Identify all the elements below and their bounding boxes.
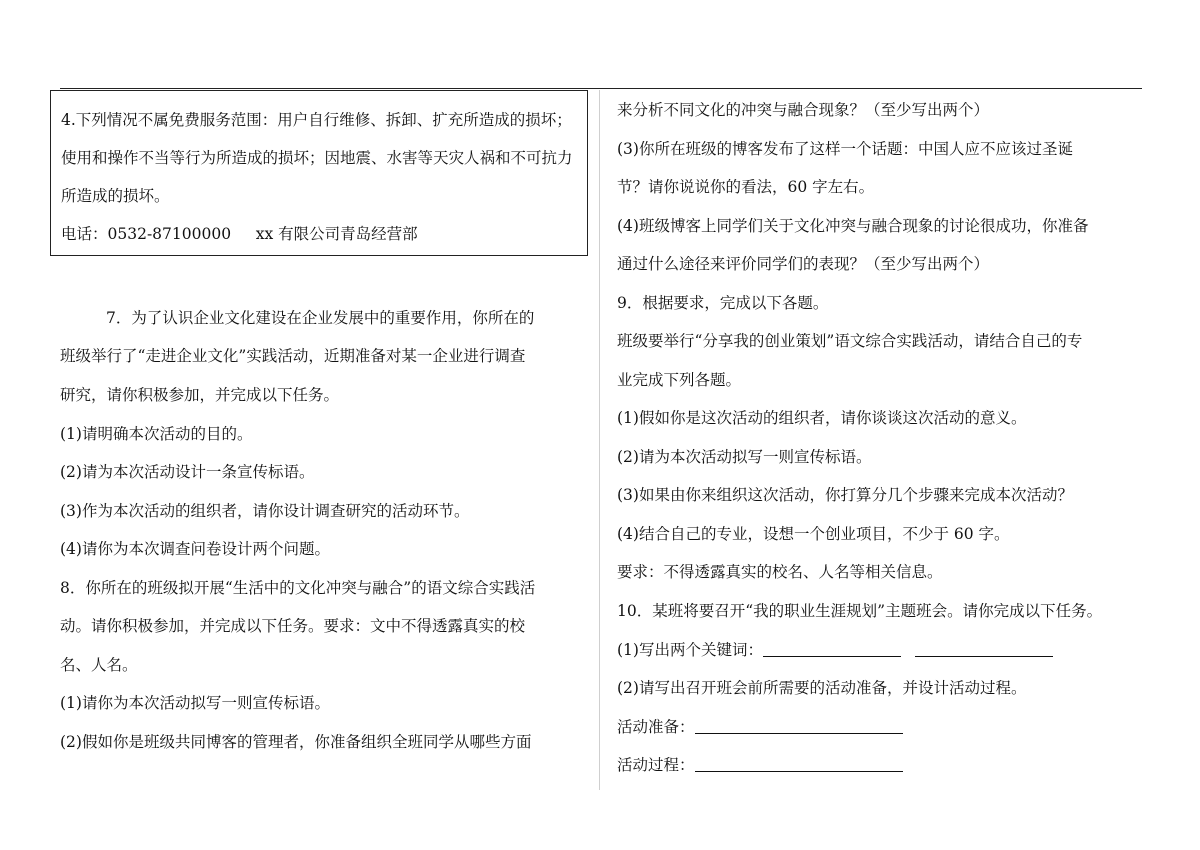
keyword-1-blank[interactable]: [763, 640, 901, 657]
q8-intro-line: 8．你所在的班级拟开展“生活中的文化冲突与融合”的语文综合实践活: [60, 579, 536, 597]
q9-task-2: (2)请为本次活动拟写一则宣传标语。: [617, 448, 872, 466]
q10-process-row: [617, 755, 1145, 775]
q8-task-3-cont: 节？请你说说你的看法，60 字左右。: [617, 178, 875, 196]
q7-task-3: (3)作为本次活动的组织者，请你设计调查研究的活动环节。: [60, 502, 470, 520]
q7-intro-line: 班级举行了“走进企业文化”实践活动，近期准备对某一企业进行调查: [60, 347, 526, 365]
column-divider: [599, 90, 600, 790]
q7-intro-line: 研究，请你积极参加，并完成以下任务。: [60, 386, 340, 404]
q7-task-4: (4)请你为本次调查问卷设计两个问题。: [60, 540, 330, 558]
q10-prep-label: 活动准备：: [617, 718, 695, 736]
service-notice-box: [50, 90, 588, 256]
q8-intro-line: 名、人名。: [60, 656, 138, 674]
q10-prep-instruction: (2)请写出召开班会前所需要的活动准备，并设计活动过程。: [617, 679, 1027, 697]
q9-heading: 9．根据要求，完成以下各题。: [617, 294, 829, 312]
keyword-2-blank[interactable]: [915, 640, 1053, 657]
notice-contact: 电话：0532-87100000 xx 有限公司青岛经营部: [61, 225, 418, 243]
q8-task-3: (3)你所在班级的博客发布了这样一个话题：中国人应不应该过圣诞: [617, 140, 1073, 158]
q9-task-3: (3)如果由你来组织这次活动，你打算分几个步骤来完成本次活动？: [617, 486, 1073, 504]
q10-keywords-label: (1)写出两个关键词：: [617, 641, 763, 659]
q10-heading: 10．某班将要召开“我的职业生涯规划”主题班会。请你完成以下任务。: [617, 602, 1103, 620]
q8-task-4-cont: 通过什么途径来评价同学们的表现？（至少写出两个）: [617, 255, 990, 273]
q7-task-1: (1)请明确本次活动的目的。: [60, 425, 253, 443]
q10-process-label: 活动过程：: [617, 756, 695, 774]
q9-task-1: (1)假如你是这次活动的组织者，请你谈谈这次活动的意义。: [617, 409, 1027, 427]
q9-requirement: 要求：不得透露真实的校名、人名等相关信息。: [617, 563, 943, 581]
q8-intro-line: 动。请你积极参加，并完成以下任务。要求：文中不得透露真实的校: [60, 617, 526, 635]
q10-keywords-row: [617, 640, 1145, 660]
process-blank[interactable]: [695, 755, 903, 772]
q9-intro-line: 业完成下列各题。: [617, 371, 742, 389]
q7-intro-line: 7．为了认识企业文化建设在企业发展中的重要作用，你所在的: [106, 309, 535, 327]
q7-task-2: (2)请为本次活动设计一条宣传标语。: [60, 463, 315, 481]
q9-task-4: (4)结合自己的专业，设想一个创业项目，不少于 60 字。: [617, 525, 1010, 543]
q8-task-2-cont: 来分析不同文化的冲突与融合现象？（至少写出两个）: [617, 101, 990, 119]
q8-task-4: (4)班级博客上同学们关于文化冲突与融合现象的讨论很成功，你准备: [617, 217, 1089, 235]
q9-intro-line: 班级要举行“分享我的创业策划”语文综合实践活动，请结合自己的专: [617, 332, 1083, 350]
q8-task-2: (2)假如你是班级共同博客的管理者，你准备组织全班同学从哪些方面: [60, 733, 532, 751]
prep-blank[interactable]: [695, 717, 903, 734]
q10-prep-row: [617, 717, 1145, 737]
top-rule: [60, 88, 1142, 89]
notice-text: 4.下列情况不属免费服务范围：用户自行维修、拆卸、扩充所造成的损坏；使用和操作不当等行为所造成的损坏；因地震、水害等天灾人祸和不可抗力所造成的损坏。: [61, 111, 573, 205]
q8-task-1: (1)请你为本次活动拟写一则宣传标语。: [60, 694, 330, 712]
